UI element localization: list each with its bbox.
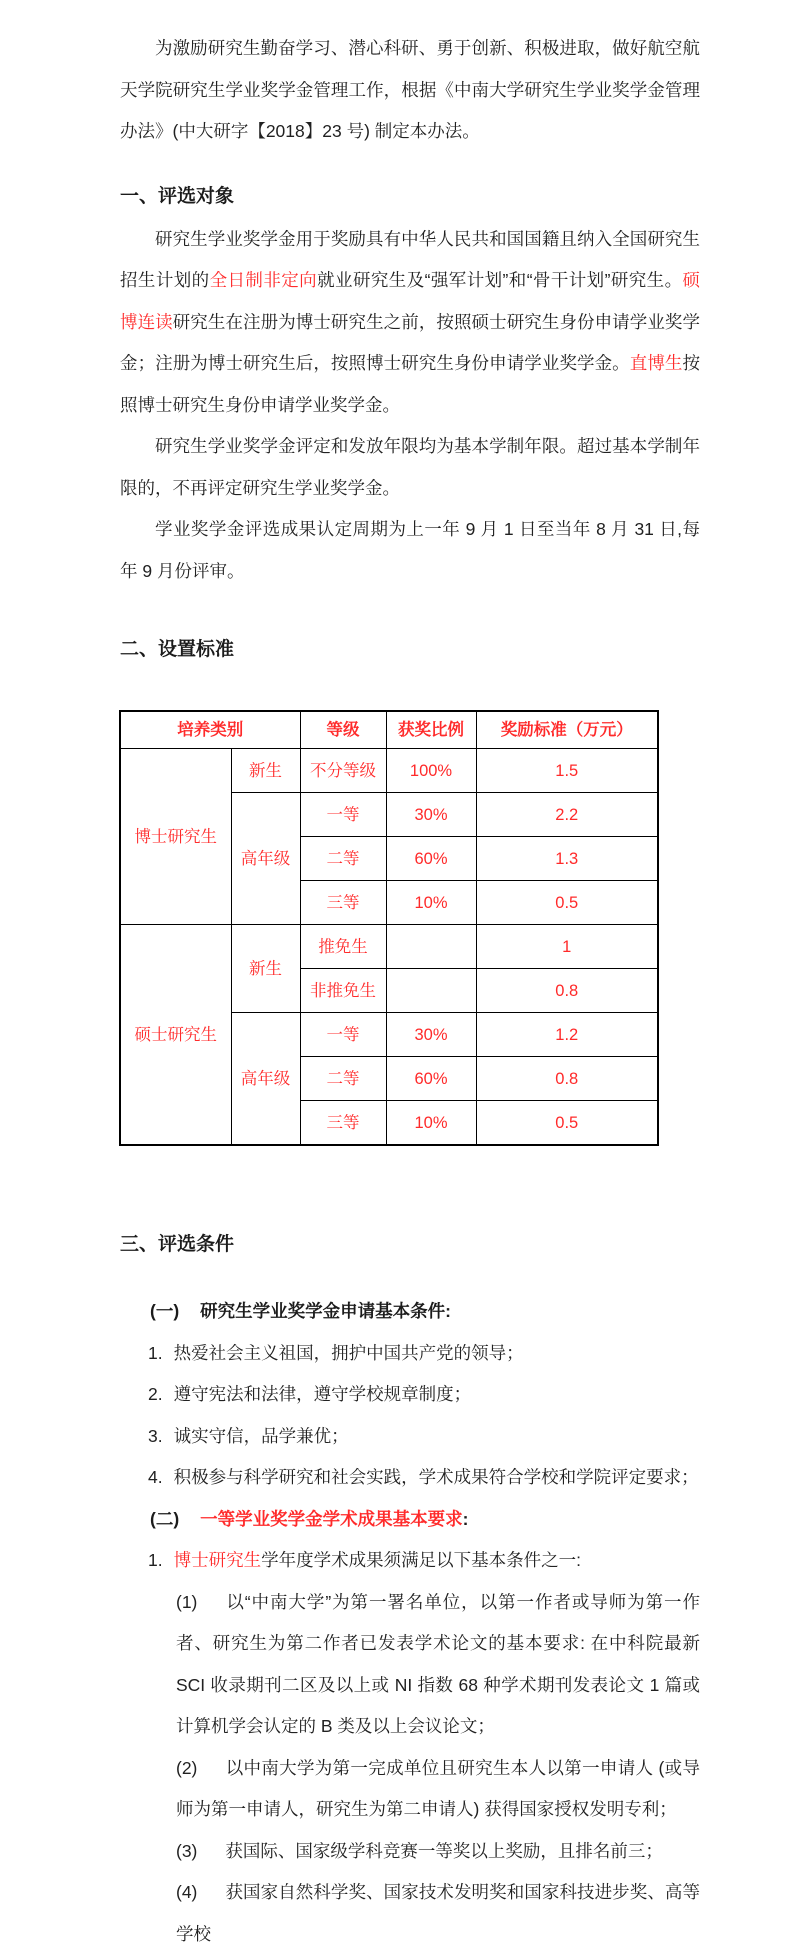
table-cell-ratio: 60% — [386, 1057, 476, 1101]
table-cell-ratio — [386, 925, 476, 969]
section-1-paragraph-eligibility: 研究生学业奖学金用于奖励具有中华人民共和国国籍且纳入全国研究生招生计划的全日制非定向就业研究生及“强军计划”和“骨干计划”研究生。硕博连读研究生在注册为博士研究生之前，按照硕士研究生身份申请学业奖学金；注册为博士研究生后，按照博士研究生身份申请学业奖学金。直博生按照博士研究生身份申请学业奖学金。 — [120, 228, 701, 415]
subsection-1-number: (一) — [150, 1301, 180, 1321]
subsection-2-heading: (二) 一等学业奖学金学术成果基本要求: — [150, 1508, 469, 1529]
table-header-ratio: 获奖比例 — [386, 711, 476, 749]
section-1-paragraph-cycle: 学业奖学金评选成果认定周期为上一年 9 月 1 日至当年 8 月 31 日,每年 9 月份评审。 — [120, 519, 700, 581]
table-cell-amount: 0.8 — [476, 1057, 658, 1101]
subsection-1-title: 研究生学业奖学金申请基本条件: — [200, 1301, 451, 1321]
table-cell-grade: 二等 — [300, 837, 386, 881]
doctoral-condition-item: (2) 以中南大学为第一完成单位且研究生本人以第一申请人 (或导师为第一申请人，研究生为第二申请人) 获得国家授权发明专利； — [176, 1757, 700, 1819]
table-cell-grade: 一等 — [300, 793, 386, 837]
table-cell-grade: 不分等级 — [300, 749, 386, 793]
table-cell-amount: 1.5 — [476, 749, 658, 793]
table-cell-doctoral: 博士研究生 — [120, 749, 231, 925]
table-cell-ratio: 10% — [386, 881, 476, 925]
table-cell-amount: 0.8 — [476, 969, 658, 1013]
section-3-heading: 三、评选条件 — [120, 1234, 235, 1255]
table-cell-amount: 1.2 — [476, 1013, 658, 1057]
subsection-1-heading — [120, 1291, 700, 1333]
table-cell-ratio: 30% — [386, 1013, 476, 1057]
subsection-2-title: 一等学业奖学金学术成果基本要求 — [200, 1508, 463, 1529]
table-row — [120, 749, 658, 793]
doctoral-label: 博士研究生 — [173, 1550, 262, 1570]
table-header-amount: 奖励标准（万元） — [476, 711, 658, 749]
section-2-heading: 二、设置标准 — [120, 639, 235, 660]
table-cell-ratio: 100% — [386, 749, 476, 793]
table-cell-grade: 一等 — [300, 1013, 386, 1057]
doctoral-requirement-item: 1. 博士研究生学年度学术成果须满足以下基本条件之一: — [148, 1550, 581, 1570]
table-cell-grade: 三等 — [300, 1101, 386, 1146]
table-cell-freshman: 新生 — [231, 749, 300, 793]
scholarship-standards-table — [119, 710, 659, 1146]
table-header-level: 等级 — [300, 711, 386, 749]
table-header-row — [120, 711, 658, 749]
table-cell-grade: 推免生 — [300, 925, 386, 969]
subsection-2-number: (二) — [150, 1508, 180, 1529]
doctoral-condition-item: (4) 获国家自然科学奖、国家技术发明奖和国家科技进步奖、高等学校 — [176, 1882, 700, 1944]
doctoral-condition-item: (1) 以“中南大学”为第一署名单位，以第一作者或导师为第一作者、研究生为第二作者已发表学术论文的基本要求: 在中科院最新 SCI 收录期刊二区及以上或 NI 指数 68 种学术期刊发表论文 1 篇或计算机学会认定的 B 类及以上会议论文； — [176, 1591, 700, 1736]
table-cell-senior: 高年级 — [231, 793, 300, 925]
table-cell-freshman: 新生 — [231, 925, 300, 1013]
table-header-category: 培养类别 — [120, 711, 300, 749]
section-1-heading: 一、评选对象 — [120, 185, 235, 207]
table-cell-grade: 二等 — [300, 1057, 386, 1101]
table-cell-amount: 1 — [476, 925, 658, 969]
doctoral-condition-item: (3) 获国际、国家级学科竞赛一等奖以上奖励，且排名前三； — [176, 1840, 663, 1861]
basic-condition-item: 2. 遵守宪法和法律，遵守学校规章制度； — [148, 1384, 472, 1404]
table-cell-grade: 三等 — [300, 881, 386, 925]
basic-condition-item: 1. 热爱社会主义祖国，拥护中国共产党的领导； — [148, 1342, 524, 1363]
table-cell-ratio — [386, 969, 476, 1013]
table-cell-amount: 0.5 — [476, 1101, 658, 1146]
table-cell-amount: 1.3 — [476, 837, 658, 881]
table-cell-ratio: 60% — [386, 837, 476, 881]
section-1-paragraph-duration: 研究生学业奖学金评定和发放年限均为基本学制年限。超过基本学制年限的，不再评定研究生学业奖学金。 — [120, 436, 700, 498]
table-cell-ratio: 10% — [386, 1101, 476, 1146]
table-cell-amount: 2.2 — [476, 793, 658, 837]
table-cell-senior: 高年级 — [231, 1013, 300, 1146]
table-cell-amount: 0.5 — [476, 881, 658, 925]
table-row — [120, 925, 658, 969]
basic-condition-item: 4. 积极参与科学研究和社会实践，学术成果符合学校和学院评定要求； — [148, 1467, 699, 1487]
basic-condition-item: 3. 诚实守信，品学兼优； — [148, 1425, 349, 1446]
intro-paragraph: 为激励研究生勤奋学习、潜心科研、勇于创新、积极进取，做好航空航天学院研究生学业奖学金管理工作，根据《中南大学研究生学业奖学金管理办法》(中大研字【2018】23 号) 制定本办法。 — [120, 38, 700, 141]
table-cell-grade: 非推免生 — [300, 969, 386, 1013]
table-cell-ratio: 30% — [386, 793, 476, 837]
table-cell-master: 硕士研究生 — [120, 925, 231, 1146]
